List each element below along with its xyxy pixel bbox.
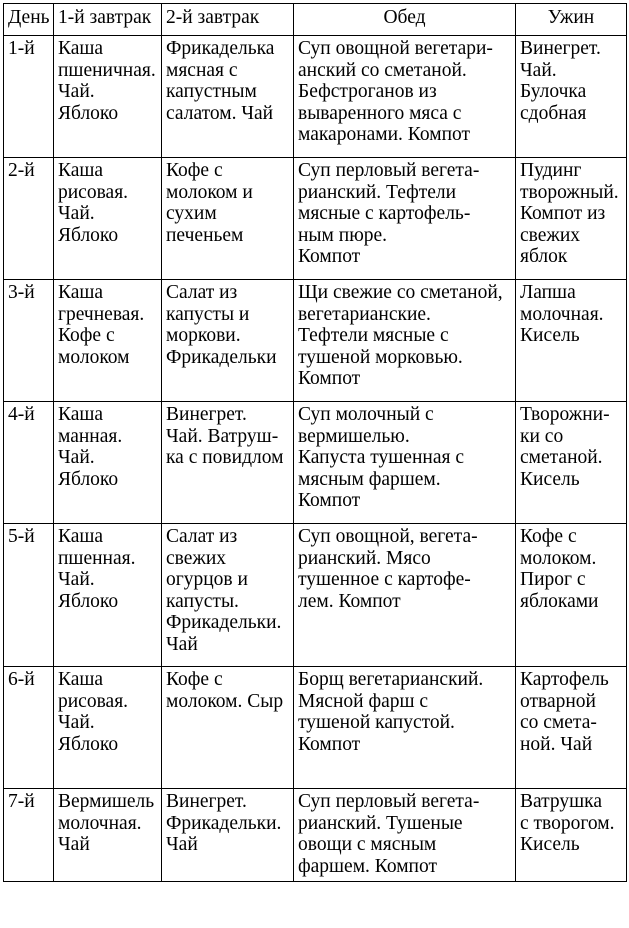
cell-line: Суп овощной вегетари- — [298, 38, 493, 59]
cell-line: с творогом. — [520, 812, 615, 834]
menu-body — [4, 36, 627, 882]
cell-line: гречневая. — [58, 303, 145, 325]
cell-line: рианский. Мясо — [298, 547, 431, 569]
cell-line: Булочка — [520, 81, 587, 103]
cell-line: рисовая. — [58, 181, 129, 203]
cell-line: Компот — [298, 368, 361, 390]
cell-line: Чай. — [58, 447, 95, 469]
cell-line: Ватрушка — [520, 791, 603, 812]
breakfast-1-cell — [54, 667, 162, 789]
cell-line: печеньем — [166, 224, 244, 246]
cell-line: молоком. Сыр — [166, 690, 284, 712]
lunch-cell — [294, 402, 516, 524]
cell-line: Суп перловый вегета- — [298, 160, 480, 181]
cell-line: ки со — [520, 425, 564, 447]
day-cell: 7-й — [4, 789, 54, 882]
breakfast-1-cell — [54, 280, 162, 402]
lunch-cell — [294, 36, 516, 158]
cell-line: Кисель — [520, 834, 580, 856]
cell-line: Вермишель — [58, 791, 155, 812]
cell-line: Чай. Ватруш- — [166, 425, 279, 447]
cell-line: капусты и — [166, 303, 250, 325]
cell-line: моркови. — [166, 325, 241, 347]
header-dinner: Ужин — [516, 4, 627, 36]
breakfast-1-cell — [54, 789, 162, 882]
dinner-cell — [516, 158, 627, 280]
cell-line: ным пюре. — [298, 224, 388, 246]
day-cell: 4-й — [4, 402, 54, 524]
cell-line: яблок — [520, 246, 568, 268]
cell-line: Суп молочный с — [298, 404, 434, 425]
breakfast-2-cell — [162, 667, 294, 789]
cell-line: Яблоко — [58, 224, 119, 246]
cell-line: Чай. — [58, 569, 95, 591]
cell-line: Картофель — [520, 669, 609, 690]
cell-line: Каша — [58, 160, 104, 181]
table-row — [4, 280, 627, 402]
cell-line: ной. Чай — [520, 733, 593, 755]
cell-line: со смета- — [520, 712, 597, 734]
cell-line: овощи с мясным — [298, 834, 437, 856]
table-row — [4, 36, 627, 158]
cell-line: Яблоко — [58, 590, 119, 612]
cell-line: Салат из — [166, 282, 238, 303]
cell-line: вегетарианские. — [298, 303, 431, 325]
breakfast-2-cell — [162, 280, 294, 402]
dinner-cell — [516, 280, 627, 402]
cell-line: Компот — [298, 490, 361, 512]
cell-line: мясные с картофель- — [298, 203, 471, 225]
cell-line: тушенное с картофе- — [298, 569, 471, 591]
cell-line: Бефстроганов из — [298, 81, 437, 103]
cell-line: Фрикаделька — [166, 38, 275, 59]
cell-line: Компот — [298, 733, 361, 755]
cell-line: сухим — [166, 203, 217, 225]
cell-line: мясная с — [166, 59, 238, 81]
cell-line: Компот из — [520, 203, 606, 225]
cell-line: Чай. — [58, 81, 95, 103]
cell-line: Суп овощной, вегета- — [298, 526, 478, 547]
cell-line: Кофе с — [166, 160, 223, 181]
cell-line: Пирог с — [520, 569, 586, 591]
cell-line: макаронами. Компот — [298, 124, 471, 146]
dinner-cell — [516, 36, 627, 158]
cell-line: отварной — [520, 690, 596, 712]
breakfast-2-cell — [162, 789, 294, 882]
cell-line: Пудинг — [520, 160, 582, 181]
breakfast-1-cell — [54, 524, 162, 667]
breakfast-2-cell — [162, 402, 294, 524]
cell-line: капусты. — [166, 590, 239, 612]
cell-line: сметаной. — [520, 447, 603, 469]
cell-line: сдобная — [520, 102, 587, 124]
cell-line: Чай. — [58, 712, 95, 734]
cell-line: Фрикадельки. — [166, 812, 282, 834]
cell-line: пшенная. — [58, 547, 136, 569]
header-breakfast-1: 1-й завтрак — [54, 4, 162, 36]
table-row — [4, 667, 627, 789]
table-row — [4, 402, 627, 524]
cell-line: яблоками — [520, 590, 599, 612]
cell-line: Винегрет. — [520, 38, 601, 59]
table-row — [4, 789, 627, 882]
cell-line: Щи свежие со сметаной, — [298, 282, 503, 303]
dinner-cell — [516, 667, 627, 789]
cell-line: Суп перловый вегета- — [298, 791, 480, 812]
cell-line: Борщ вегетарианский. — [298, 669, 484, 690]
cell-line: Каша — [58, 669, 104, 690]
cell-line: огурцов и — [166, 569, 248, 591]
lunch-cell — [294, 524, 516, 667]
table-row — [4, 524, 627, 667]
day-cell: 2-й — [4, 158, 54, 280]
cell-line: Мясной фарш с — [298, 690, 429, 712]
cell-line: Фрикадельки — [166, 346, 277, 368]
cell-line: рисовая. — [58, 690, 129, 712]
cell-line: Чай — [166, 834, 198, 856]
cell-line: молоком и — [166, 181, 253, 203]
cell-line: Каша — [58, 404, 104, 425]
cell-line: капустным — [166, 81, 257, 103]
cell-line: Кофе с — [166, 669, 223, 690]
breakfast-2-cell — [162, 524, 294, 667]
cell-line: мясным фаршем. — [298, 468, 441, 490]
dinner-cell — [516, 402, 627, 524]
header-day: День — [4, 4, 54, 36]
cell-line: салатом. Чай — [166, 102, 274, 124]
breakfast-1-cell — [54, 158, 162, 280]
header-row — [4, 4, 627, 36]
cell-line: анский со сметаной. — [298, 59, 467, 81]
table-row — [4, 158, 627, 280]
cell-line: тушеной морковью. — [298, 346, 463, 368]
cell-line: молоком — [58, 346, 130, 368]
cell-line: Тефтели мясные с — [298, 325, 449, 347]
header-lunch: Обед — [294, 4, 516, 36]
cell-line: рианский. Тефтели — [298, 181, 457, 203]
cell-line: Винегрет. — [166, 791, 247, 812]
breakfast-1-cell — [54, 36, 162, 158]
lunch-cell — [294, 158, 516, 280]
cell-line: Лапша — [520, 282, 576, 303]
lunch-cell — [294, 789, 516, 882]
cell-line: вываренного мяса с — [298, 102, 462, 124]
cell-line: Каша — [58, 282, 104, 303]
cell-line: Чай — [58, 834, 90, 856]
cell-line: Кофе с — [520, 526, 577, 547]
header-breakfast-2: 2-й завтрак — [162, 4, 294, 36]
breakfast-1-cell — [54, 402, 162, 524]
cell-line: Кофе с — [58, 325, 115, 347]
day-cell: 1-й — [4, 36, 54, 158]
cell-line: Чай. — [58, 203, 95, 225]
cell-line: Капуста тушенная с — [298, 447, 464, 469]
breakfast-2-cell — [162, 158, 294, 280]
cell-line: Яблоко — [58, 733, 119, 755]
cell-line: молоком. — [520, 547, 597, 569]
cell-line: Кисель — [520, 325, 580, 347]
cell-line: Каша — [58, 526, 104, 547]
cell-line: лем. Компот — [298, 590, 401, 612]
cell-line: Каша — [58, 38, 104, 59]
cell-line: Кисель — [520, 468, 580, 490]
day-cell: 6-й — [4, 667, 54, 789]
breakfast-2-cell — [162, 36, 294, 158]
cell-line: свежих — [520, 224, 581, 246]
cell-line: Салат из — [166, 526, 238, 547]
cell-line: Яблоко — [58, 468, 119, 490]
cell-line: манная. — [58, 425, 123, 447]
cell-line: пшеничная. — [58, 59, 156, 81]
cell-line: Компот — [298, 246, 361, 268]
cell-line: тушеной капустой. — [298, 712, 455, 734]
day-cell: 3-й — [4, 280, 54, 402]
cell-line: Творожни- — [520, 404, 610, 425]
cell-line: фаршем. Компот — [298, 855, 438, 877]
cell-line: Яблоко — [58, 102, 119, 124]
weekly-menu-table — [3, 3, 627, 882]
cell-line: молочная. — [520, 303, 604, 325]
cell-line: ка с повидлом — [166, 447, 284, 469]
dinner-cell — [516, 789, 627, 882]
day-cell: 5-й — [4, 524, 54, 667]
lunch-cell — [294, 667, 516, 789]
cell-line: молочная. — [58, 812, 142, 834]
cell-line: Чай. — [520, 59, 557, 81]
dinner-cell — [516, 524, 627, 667]
lunch-cell — [294, 280, 516, 402]
cell-line: Винегрет. — [166, 404, 247, 425]
cell-line: рианский. Тушеные — [298, 812, 463, 834]
cell-line: творожный. — [520, 181, 619, 203]
cell-line: вермишелью. — [298, 425, 410, 447]
cell-line: Чай — [166, 633, 198, 655]
cell-line: свежих — [166, 547, 227, 569]
cell-line: Фрикадельки. — [166, 612, 282, 634]
